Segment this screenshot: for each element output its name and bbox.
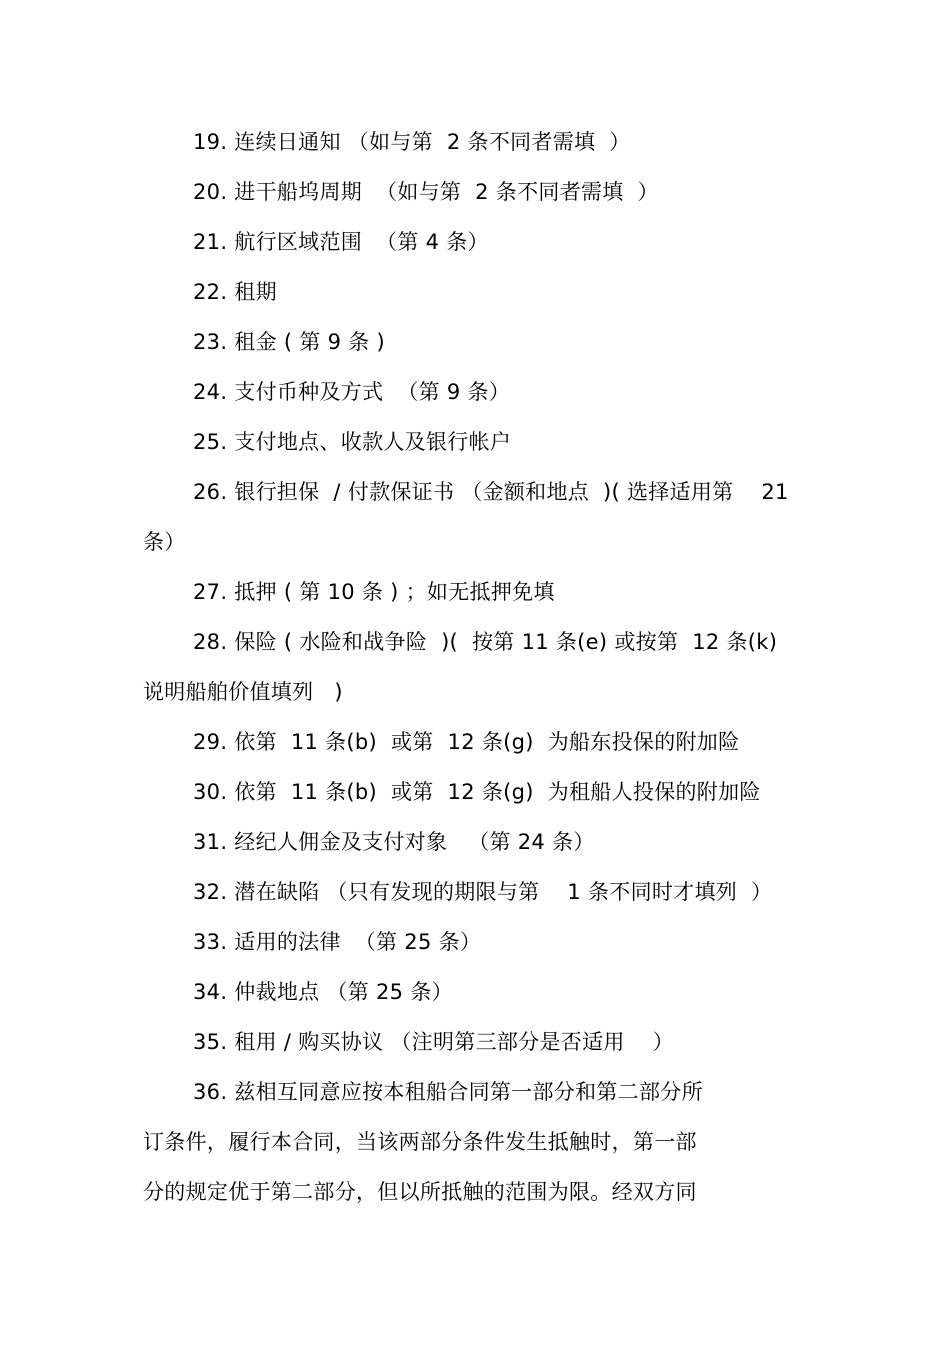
clause-33: 33. 适用的法律 （第 25 条） (193, 930, 482, 954)
clause-28-continuation: 说明船舶价值填列 ) (143, 680, 343, 704)
clause-21: 21. 航行区域范围 （第 4 条） (193, 230, 489, 254)
clause-23: 23. 租金 ( 第 9 条 ) (193, 330, 385, 354)
clause-28: 28. 保险 ( 水险和战争险 )( 按第 11 条(e) 或按第 12 条(k) (193, 630, 778, 654)
clause-35: 35. 租用 / 购买协议 （注明第三部分是否适用 ） (193, 1030, 674, 1054)
clause-36: 36. 兹相互同意应按本租船合同第一部分和第二部分所 (193, 1080, 703, 1104)
clause-22: 22. 租期 (193, 280, 277, 304)
clause-20: 20. 进干船坞周期 （如与第 2 条不同者需填 ） (193, 180, 659, 204)
clause-32: 32. 潜在缺陷 （只有发现的期限与第 1 条不同时才填列 ） (193, 880, 773, 904)
clause-19: 19. 连续日通知 （如与第 2 条不同者需填 ） (193, 130, 631, 154)
clause-27: 27. 抵押 ( 第 10 条 ) ；如无抵押免填 (193, 580, 555, 604)
clause-31: 31. 经纪人佣金及支付对象 （第 24 条） (193, 830, 595, 854)
clause-24: 24. 支付币种及方式 （第 9 条） (193, 380, 511, 404)
clause-26-continuation: 条） (143, 530, 186, 554)
clause-29: 29. 依第 11 条(b) 或第 12 条(g) 为船东投保的附加险 (193, 730, 740, 754)
clause-26: 26. 银行担保 / 付款保证书 （金额和地点 )( 选择适用第 21 (193, 480, 789, 504)
clause-36-continuation-1: 订条件，履行本合同，当该两部分条件发生抵触时，第一部 (143, 1130, 697, 1154)
clause-34: 34. 仲裁地点 （第 25 条） (193, 980, 453, 1004)
clause-30: 30. 依第 11 条(b) 或第 12 条(g) 为租船人投保的附加险 (193, 780, 761, 804)
clause-25: 25. 支付地点、收款人及银行帐户 (193, 430, 512, 454)
clause-36-continuation-2: 分的规定优于第二部分，但以所抵触的范围为限。经双方同 (143, 1180, 697, 1204)
